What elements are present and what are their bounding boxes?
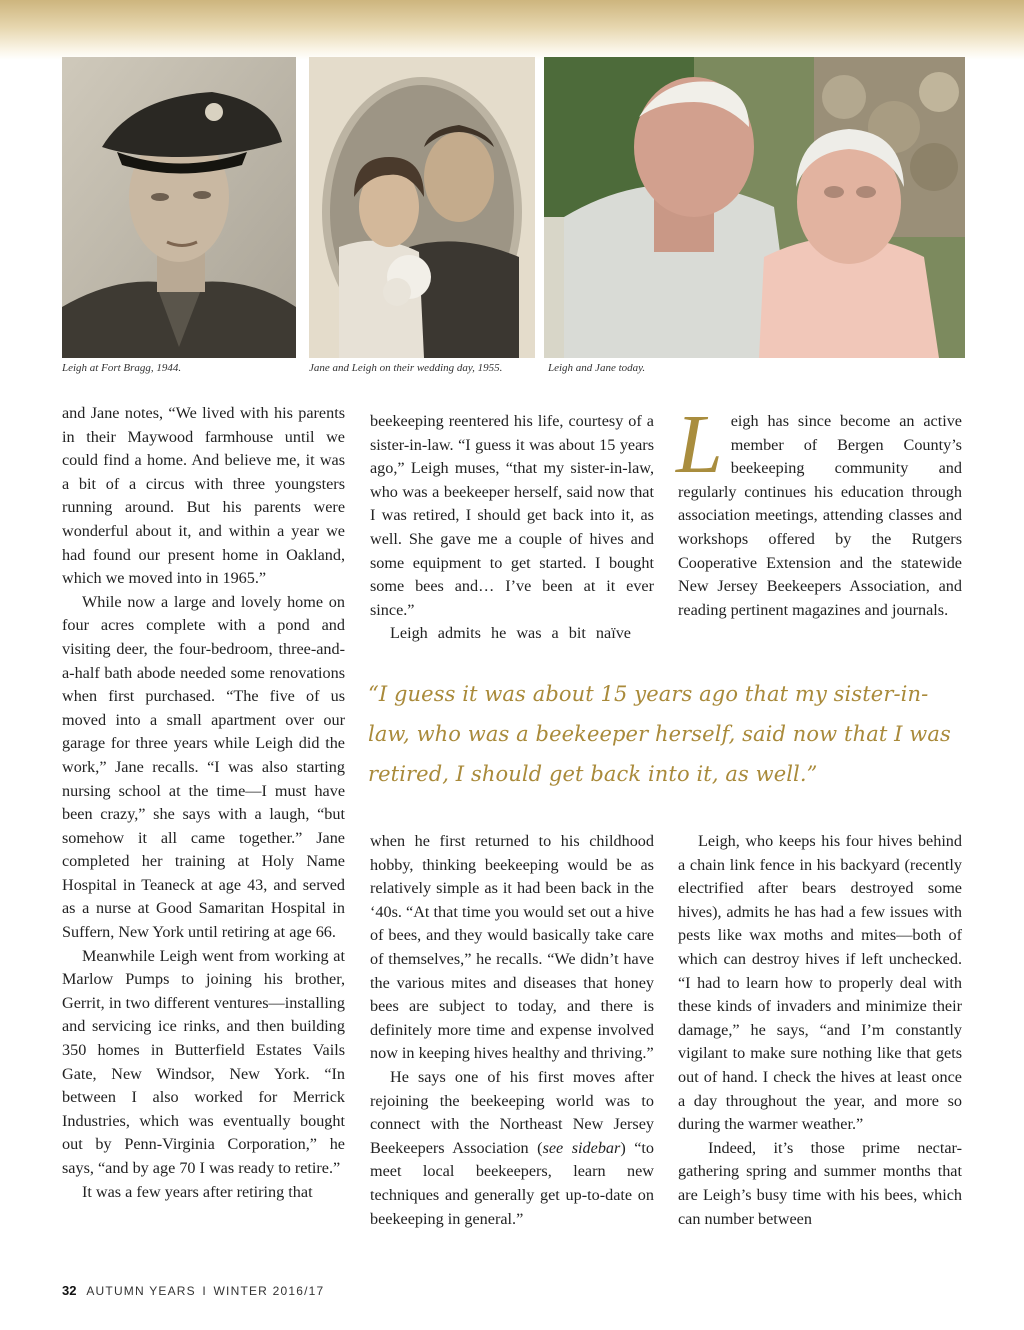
page-number: 32 (62, 1283, 77, 1298)
paragraph: and Jane notes, “We lived with his parents in their Maywood farmhouse until we could find a home. And believe me, it was a bit of a circus with three youngsters running around. But his parents were wonderful about it, and within a year we had found our present home in Oakland, which we moved into in 1965.” (62, 404, 345, 588)
article-column-2-bottom (370, 830, 654, 1231)
paragraph: It was a few years after retiring that (82, 1182, 313, 1201)
paragraph: Meanwhile Leigh went from working at Marlow Pumps to joining his brother, Gerrit, in two different ventures—installing and servicing ice rinks, and then building 350 homes in Butterfield Estates Vails Gate, New Windsor, New York. “In between I also worked for Merrick Industries, which was eventually bought out by Penn-Virginia Corporation,” he says, “and by age 70 I was ready to retire.” (62, 946, 345, 1177)
article-column-1 (62, 402, 345, 1204)
publication-name: AUTUMN YEARS (86, 1284, 196, 1298)
paragraph (370, 1066, 654, 1231)
paragraph-text: ) “to meet local beekeepers, learn new techniques and generally get up-to-date on beekeeping in general.” (370, 1138, 654, 1228)
issue-label: WINTER 2016/17 (213, 1284, 325, 1298)
drop-cap: L (676, 398, 723, 491)
article-column-3-bottom (678, 830, 962, 1231)
pull-quote: “I guess it was about 15 years ago that my sister-in-law, who was a beekeeper herself, said now that I was retired, I should get back into it, as well.” (368, 682, 951, 786)
article-column-3-top (676, 398, 962, 622)
paragraph: Indeed, it’s those prime nectar-gathering spring and summer months that are Leigh’s busy time with his bees, which can number between (678, 1138, 962, 1228)
paragraph: when he first returned to his childhood hobby, thinking beekeeping would be as relatively simple as it had been back in the ‘40s. “At that time you would set out a hive of bees, and they would basically take care of themselves,” he recalls. “We didn’t have the various mites and diseases that honey bees are subject to today, and there is definitely more time and expense involved now in keeping hives healthy and thriving.” (370, 832, 654, 1063)
paragraph: beekeeping reentered his life, courtesy of a sister-in-law. “I guess it was about 15 years ago,” Leigh muses, “that my sister-in-law, who was a beekeeper herself, said now that I was retired, I should get back into it, as well. She gave me a couple of hives and some equipment to get started. I bought some bees and… I’ve been at it ever since.” (370, 412, 654, 619)
article-column-2-top (370, 410, 654, 646)
photo-caption-wedding: Jane and Leigh on their wedding day, 1955. (309, 362, 503, 374)
page-footer (62, 1283, 324, 1298)
header-band (0, 0, 1024, 60)
footer-separator: I (202, 1284, 207, 1298)
paragraph: While now a large and lovely home on four acres complete with a pond and visiting deer, the four-bedroom, three-and-a-half bath abode needed some renovations when first purchased. “The five of us moved into a small apartment over our garage for three years while Leigh did the work,” Jane recalls. “I was also starting nursing school at the time—I must have been crazy,” she says with a laugh, “but somehow it all came together.” Jane completed her training at Holy Name Hospital in Teaneck at age 43, and served as a nurse at Good Samaritan Hospital in Suffern, New York until retiring at age 66. (62, 592, 345, 942)
photo-leigh-and-jane-today (544, 57, 965, 358)
photo-caption-fort-bragg: Leigh at Fort Bragg, 1944. (62, 362, 182, 374)
photo-caption-today: Leigh and Jane today. (548, 362, 646, 374)
paragraph: Leigh, who keeps his four hives behind a chain link fence in his backyard (recently electrified after bears destroyed some hives), admits he has had a few issues with pests like wax moths and mites—both of which can destroy hives if left unchecked. “I had to learn how to properly deal with these kinds of invaders and minimize their damage,” he says, “and I’m constantly vigilant to make sure nothing like that gets out of hand. I check the hives at least once a day throughout the year, and more so during the warmer weather.” (678, 832, 962, 1134)
photo-leigh-fort-bragg (62, 57, 296, 358)
paragraph: Leigh admits he was a bit naïve (390, 624, 631, 643)
paragraph: eigh has since become an active member of Bergen County’s beekeeping community and regularly continues his education through association meetings, attending classes and workshops offered by the Rutgers Cooperative Extension and the statewide New Jersey Beekeepers Association, and reading pertinent magazines and journals. (678, 412, 962, 619)
sidebar-reference: see sidebar (542, 1138, 621, 1157)
paragraph-text: He says one of his first moves after rejoining the beekeeping world was to connect with the Northeast New Jersey Beekeepers Association ( (370, 1067, 654, 1157)
photo-wedding-day (309, 57, 535, 358)
